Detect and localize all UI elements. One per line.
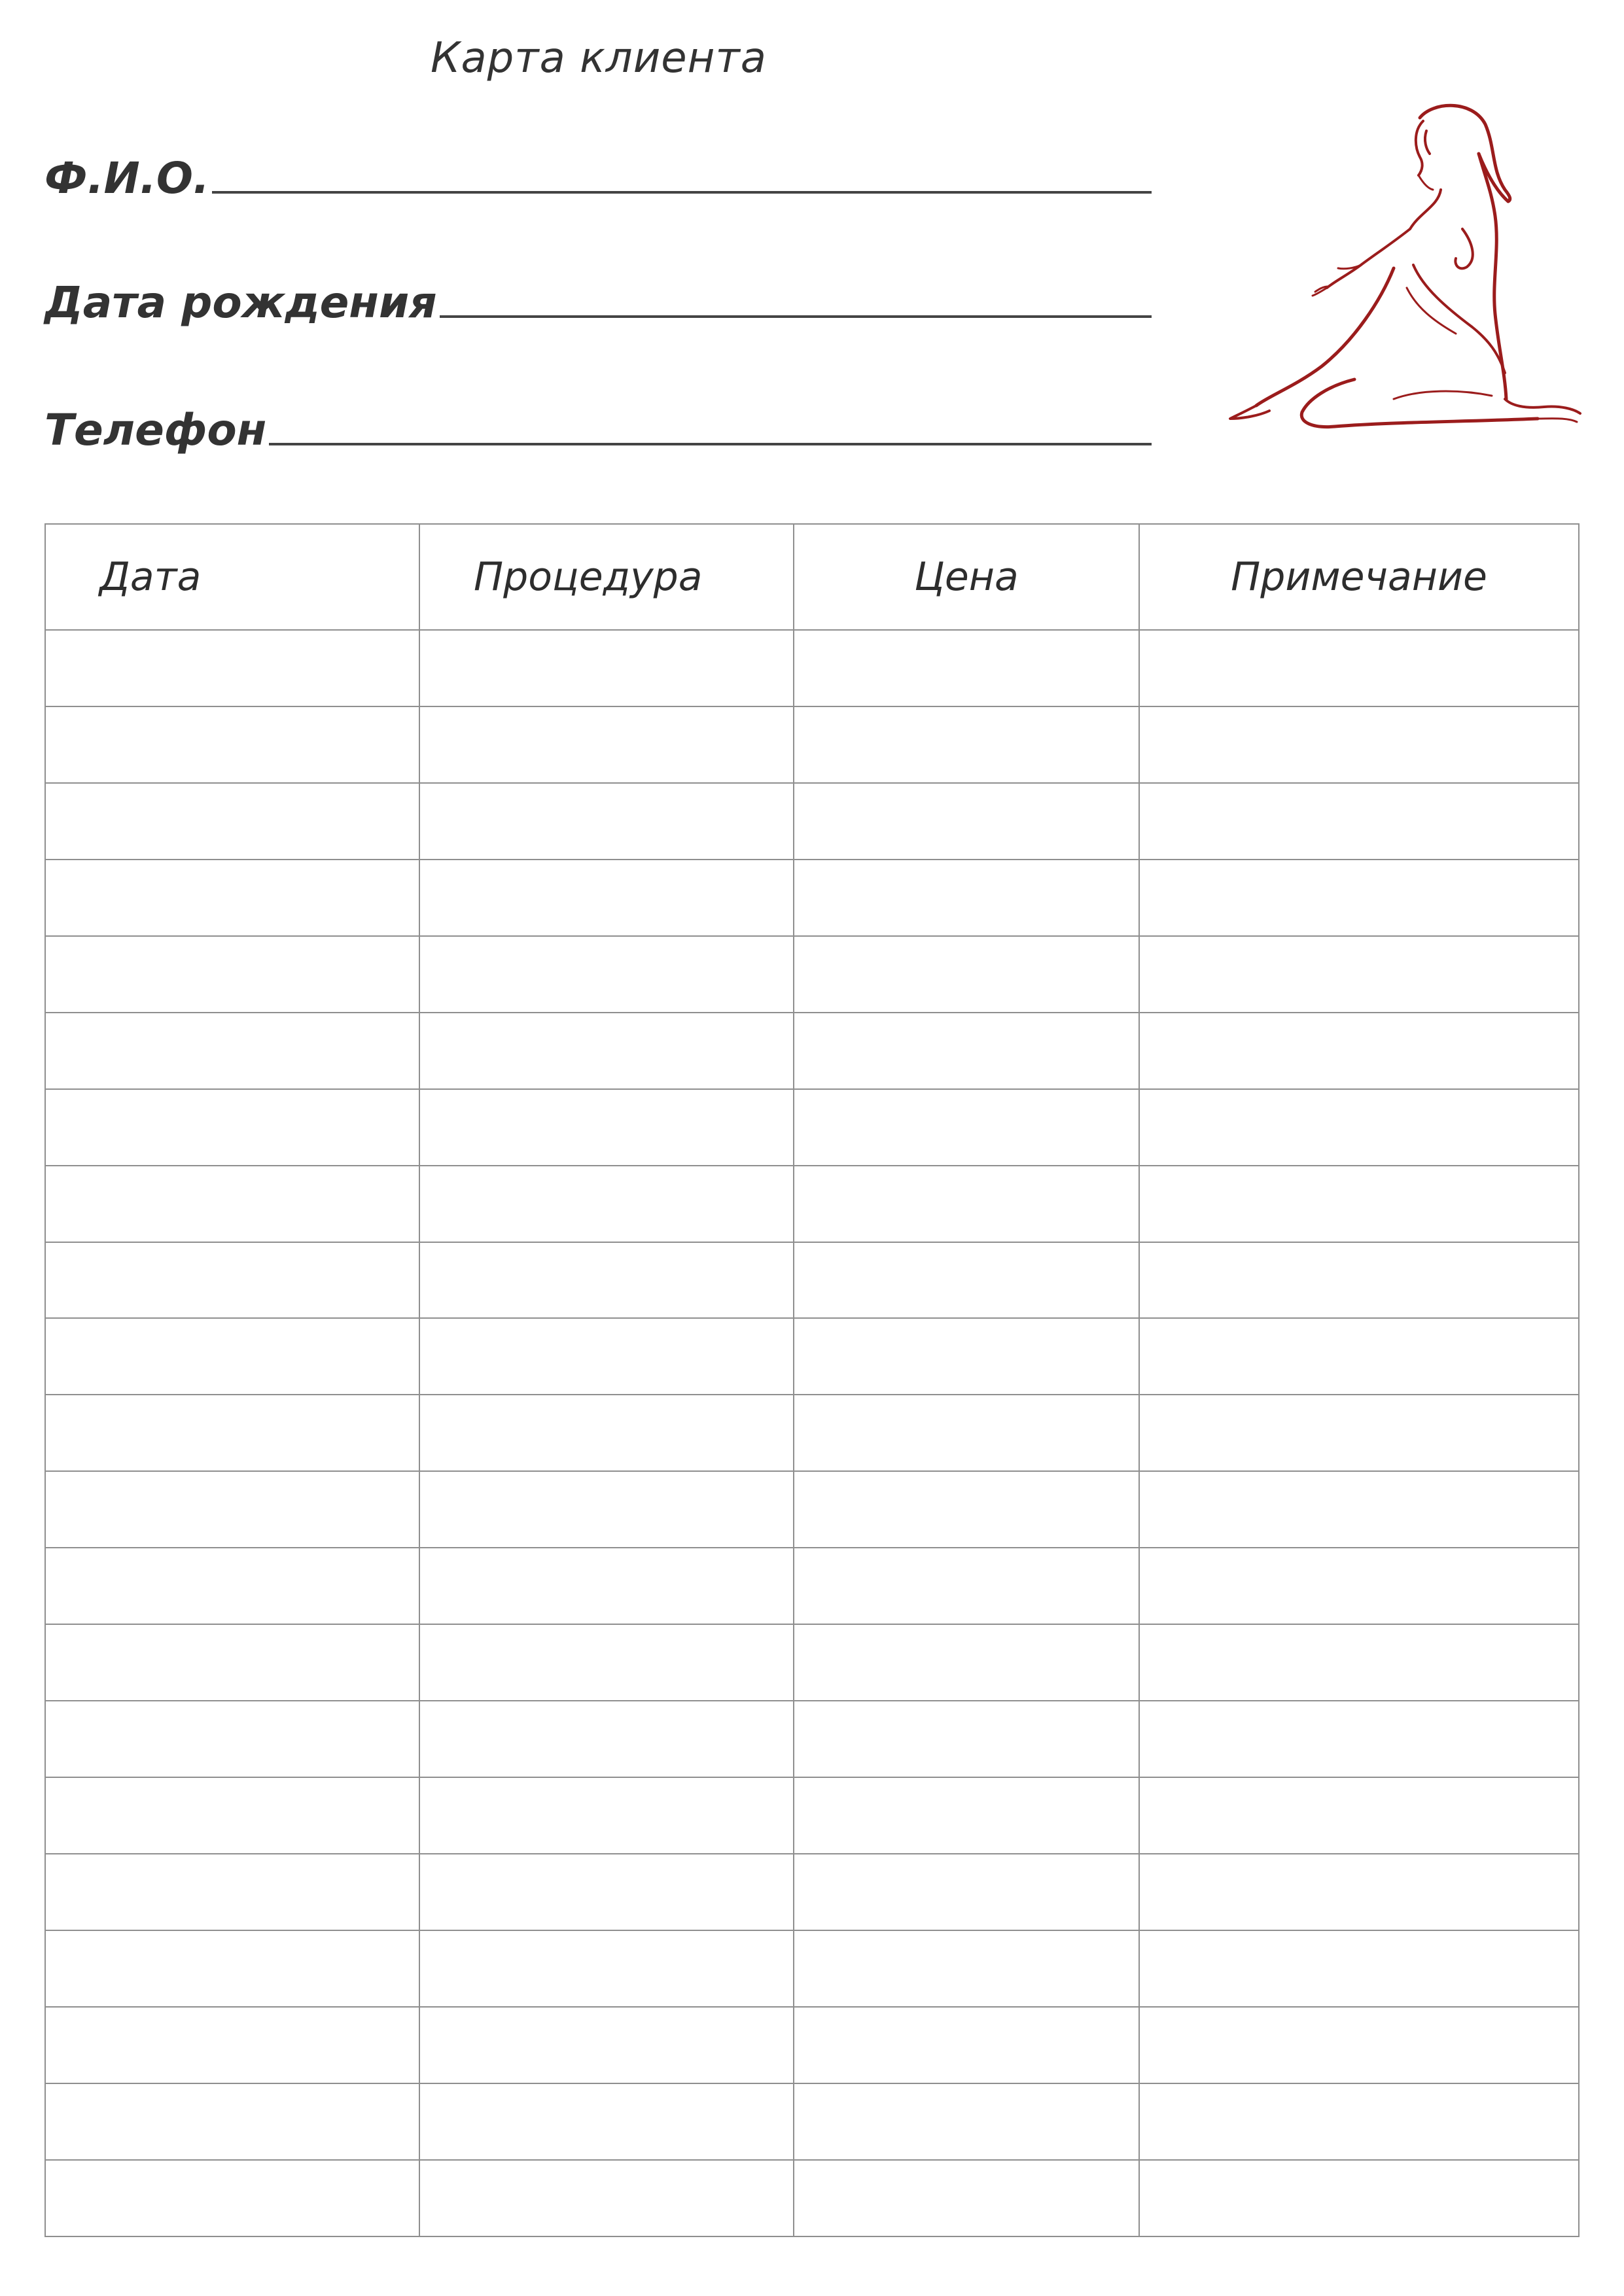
table-cell-note[interactable] (1139, 860, 1579, 936)
seated-woman-silhouette-icon (1197, 92, 1590, 484)
table-row (45, 1548, 1579, 1624)
birthdate-field[interactable] (44, 268, 1152, 327)
table-row (45, 1930, 1579, 2007)
table-cell-procedure[interactable] (419, 1013, 794, 1089)
table-cell-price[interactable] (794, 1777, 1139, 1854)
table-cell-price[interactable] (794, 783, 1139, 860)
table-cell-note[interactable] (1139, 1548, 1579, 1624)
table-cell-note[interactable] (1139, 2083, 1579, 2160)
table-cell-note[interactable] (1139, 1013, 1579, 1089)
name-field-line[interactable] (212, 191, 1152, 194)
table-cell-date[interactable] (45, 1089, 419, 1166)
table-cell-procedure[interactable] (419, 1701, 794, 1777)
table-cell-procedure[interactable] (419, 1395, 794, 1471)
table-cell-price[interactable] (794, 1166, 1139, 1242)
table-cell-date[interactable] (45, 1013, 419, 1089)
table-cell-date[interactable] (45, 2083, 419, 2160)
phone-field-label: Телефон (44, 405, 267, 455)
table-cell-procedure[interactable] (419, 706, 794, 783)
table-row (45, 1013, 1579, 1089)
table-cell-date[interactable] (45, 1318, 419, 1395)
table-cell-procedure[interactable] (419, 630, 794, 706)
table-cell-note[interactable] (1139, 1777, 1579, 1854)
column-header-price: Цена (794, 524, 1139, 630)
name-field[interactable] (44, 144, 1152, 203)
table-cell-date[interactable] (45, 1471, 419, 1548)
table-row (45, 2007, 1579, 2083)
table-row (45, 1242, 1579, 1319)
table-cell-note[interactable] (1139, 1471, 1579, 1548)
table-cell-procedure[interactable] (419, 1318, 794, 1395)
table-cell-procedure[interactable] (419, 1777, 794, 1854)
table-row (45, 1395, 1579, 1471)
table-cell-procedure[interactable] (419, 783, 794, 860)
table-row (45, 1777, 1579, 1854)
table-cell-price[interactable] (794, 1318, 1139, 1395)
table-cell-procedure[interactable] (419, 1166, 794, 1242)
table-cell-price[interactable] (794, 2160, 1139, 2236)
table-cell-date[interactable] (45, 706, 419, 783)
table-cell-date[interactable] (45, 1854, 419, 1930)
table-cell-price[interactable] (794, 936, 1139, 1013)
table-cell-price[interactable] (794, 1471, 1139, 1548)
table-cell-date[interactable] (45, 1166, 419, 1242)
phone-field-line[interactable] (269, 443, 1152, 445)
table-row (45, 1318, 1579, 1395)
table-cell-date[interactable] (45, 2160, 419, 2236)
table-cell-procedure[interactable] (419, 2007, 794, 2083)
table-cell-date[interactable] (45, 860, 419, 936)
table-cell-note[interactable] (1139, 1701, 1579, 1777)
table-cell-date[interactable] (45, 1930, 419, 2007)
table-row (45, 783, 1579, 860)
table-cell-price[interactable] (794, 706, 1139, 783)
table-cell-procedure[interactable] (419, 2160, 794, 2236)
table-cell-date[interactable] (45, 1395, 419, 1471)
table-cell-note[interactable] (1139, 1089, 1579, 1166)
table-cell-price[interactable] (794, 2007, 1139, 2083)
table-cell-price[interactable] (794, 1930, 1139, 2007)
table-cell-procedure[interactable] (419, 2083, 794, 2160)
table-row (45, 2083, 1579, 2160)
table-cell-date[interactable] (45, 936, 419, 1013)
table-cell-date[interactable] (45, 1701, 419, 1777)
table-cell-procedure[interactable] (419, 1624, 794, 1701)
table-cell-date[interactable] (45, 1777, 419, 1854)
table-row (45, 706, 1579, 783)
table-cell-note[interactable] (1139, 1395, 1579, 1471)
name-field-label: Ф.И.О. (44, 153, 210, 203)
table-cell-note[interactable] (1139, 2160, 1579, 2236)
column-header-date: Дата (45, 524, 419, 630)
phone-field[interactable] (44, 396, 1152, 455)
table-cell-note[interactable] (1139, 1242, 1579, 1319)
table-cell-procedure[interactable] (419, 1854, 794, 1930)
table-cell-price[interactable] (794, 1548, 1139, 1624)
birthdate-field-line[interactable] (440, 315, 1152, 318)
table-row (45, 2160, 1579, 2236)
table-cell-date[interactable] (45, 630, 419, 706)
table-row (45, 1471, 1579, 1548)
table-cell-price[interactable] (794, 1089, 1139, 1166)
column-header-procedure: Процедура (419, 524, 794, 630)
table-cell-note[interactable] (1139, 1854, 1579, 1930)
table-cell-note[interactable] (1139, 783, 1579, 860)
column-header-note: Примечание (1139, 524, 1579, 630)
table-body (45, 630, 1579, 2236)
birthdate-field-label: Дата рождения (44, 277, 437, 328)
table-cell-price[interactable] (794, 860, 1139, 936)
table-cell-price[interactable] (794, 1854, 1139, 1930)
table-row (45, 1624, 1579, 1701)
table-cell-price[interactable] (794, 1242, 1139, 1319)
table-cell-procedure[interactable] (419, 1089, 794, 1166)
table-cell-note[interactable] (1139, 1624, 1579, 1701)
table-row (45, 1854, 1579, 1930)
table-cell-note[interactable] (1139, 936, 1579, 1013)
table-cell-note[interactable] (1139, 2007, 1579, 2083)
table-cell-price[interactable] (794, 1624, 1139, 1701)
table-cell-date[interactable] (45, 1548, 419, 1624)
table-row (45, 1089, 1579, 1166)
table-cell-date[interactable] (45, 783, 419, 860)
table-cell-note[interactable] (1139, 630, 1579, 706)
table-cell-date[interactable] (45, 1624, 419, 1701)
table-row (45, 936, 1579, 1013)
table-cell-procedure[interactable] (419, 1242, 794, 1319)
table-cell-price[interactable] (794, 2083, 1139, 2160)
table-cell-note[interactable] (1139, 706, 1579, 783)
table-cell-procedure[interactable] (419, 1471, 794, 1548)
page-title: Карта клиента (431, 34, 767, 82)
table-cell-date[interactable] (45, 1242, 419, 1319)
table-cell-price[interactable] (794, 1395, 1139, 1471)
table-cell-note[interactable] (1139, 1930, 1579, 2007)
table-row (45, 630, 1579, 706)
table-cell-price[interactable] (794, 630, 1139, 706)
table-cell-price[interactable] (794, 1701, 1139, 1777)
table-row (45, 860, 1579, 936)
table-row (45, 1166, 1579, 1242)
table-row (45, 1701, 1579, 1777)
table-cell-procedure[interactable] (419, 1930, 794, 2007)
table-cell-note[interactable] (1139, 1166, 1579, 1242)
table-header-row (45, 524, 1579, 630)
table-cell-procedure[interactable] (419, 1548, 794, 1624)
table-cell-note[interactable] (1139, 1318, 1579, 1395)
table-cell-date[interactable] (45, 2007, 419, 2083)
table-cell-procedure[interactable] (419, 936, 794, 1013)
table-cell-procedure[interactable] (419, 860, 794, 936)
procedures-table (44, 523, 1580, 2237)
table-cell-price[interactable] (794, 1013, 1139, 1089)
